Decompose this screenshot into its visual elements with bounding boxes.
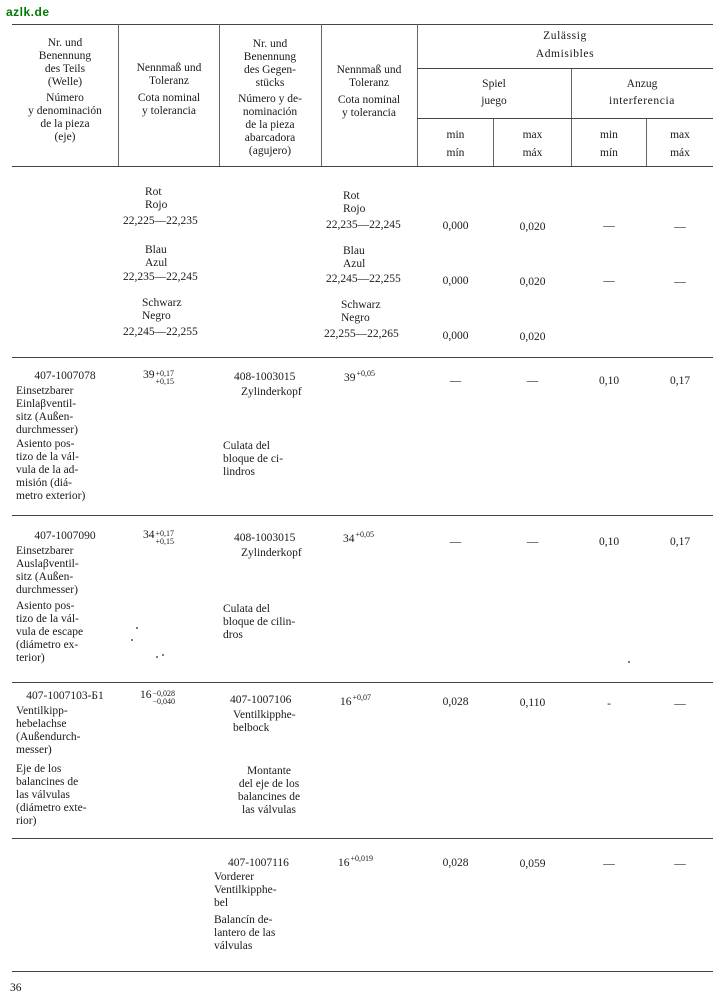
row2-hole-tol: +0,05	[355, 530, 375, 539]
hole-color-red: Rot Rojo	[343, 190, 366, 215]
hole-range-blue: 22,245—22,255	[326, 273, 401, 285]
row3-part-de: Ventilkipp- hebelachse (Außendurch- messer)	[16, 705, 81, 756]
row2-tol-upper: +0,17	[155, 529, 175, 538]
row3-part-es: Eje de los balancines de las válvulas (diámetro exte- rior)	[16, 763, 87, 827]
black-play-min: 0,000	[442, 330, 469, 342]
row1-int-max: 0,17	[669, 375, 691, 387]
header-admissible-de: Zulässig	[543, 30, 587, 42]
header-play-es: juego	[481, 95, 507, 107]
row1-hole-nominal	[344, 370, 375, 385]
row3-hole-nominal-value: 16	[340, 696, 352, 708]
row3-int-max: —	[674, 698, 686, 710]
speck	[131, 639, 133, 641]
page-number: 36	[10, 982, 22, 994]
row2-tolerance	[156, 530, 175, 546]
row3-mate-es: Montante del eje de los balancines de las válvulas	[237, 765, 301, 816]
row1-mate-no: 408-1003015	[234, 371, 296, 383]
row4-hole-nominal	[338, 855, 373, 870]
header-admissible-es: Admisibles	[535, 48, 595, 60]
red-play-max: 0,020	[519, 221, 546, 233]
header-play-min-de: min	[446, 129, 465, 141]
row1-hole-tol: +0,05	[356, 369, 376, 378]
row1-nominal	[143, 369, 174, 386]
row1-int-min: 0,10	[598, 375, 620, 387]
header-sub-rule-1	[417, 68, 713, 69]
shaft-color-blue: Blau Azul	[145, 244, 168, 269]
row-separator-1	[12, 357, 713, 358]
black-play-max: 0,020	[519, 331, 546, 343]
row3-tolerance	[153, 690, 176, 706]
row4-mate-es: Balancín de- lantero de las válvulas	[214, 914, 276, 952]
hole-color-black: Schwarz Negro	[341, 299, 381, 324]
header-int-max-es: máx	[670, 147, 690, 159]
header-hole-nominal-de: Nennmaß und Toleranz	[336, 64, 402, 89]
row3-tol-upper: −0,028	[152, 689, 176, 698]
red-int-max: —	[674, 221, 686, 233]
row3-mate-de: Ventilkipphe- belbock	[233, 709, 296, 734]
header-divider-1	[118, 24, 119, 166]
shaft-range-blue: 22,235—22,245	[123, 271, 198, 283]
row4-play-max: 0,059	[519, 858, 546, 870]
row2-part-es: Asiento pos- tizo de la vál- vula de escape (diámetro ex- terior)	[16, 600, 84, 664]
red-int-min: —	[603, 220, 615, 232]
header-bottom-rule	[12, 166, 713, 167]
blue-play-max: 0,020	[519, 276, 546, 288]
row3-play-max: 0,110	[519, 697, 546, 709]
watermark: azlk.de	[6, 5, 50, 19]
header-play-de: Spiel	[482, 78, 506, 90]
row2-int-min: 0,10	[598, 536, 620, 548]
row4-play-min: 0,028	[442, 857, 469, 869]
row1-mate-es: Culata del bloque de ci- lindros	[223, 440, 284, 478]
row4-mate-de: Vorderer Ventilkipphe- bel	[214, 871, 277, 909]
row3-play-min: 0,028	[442, 696, 469, 708]
header-interference-es: interferencia	[609, 95, 675, 107]
row1-tolerance	[156, 370, 175, 386]
row2-play-max: —	[526, 536, 539, 548]
header-hole-nominal-es: Cota nominal y tolerancia	[337, 94, 401, 119]
row1-tol-lower: +0,15	[155, 377, 175, 386]
header-interference-de: Anzug	[626, 78, 658, 90]
header-mate-de: Nr. und Benennung des Gegen- stücks	[243, 38, 297, 89]
row2-int-max: 0,17	[669, 536, 691, 548]
header-play-min-es: mín	[446, 147, 465, 159]
header-part-de: Nr. und Benennung des Teils (Welle)	[38, 37, 92, 88]
row3-hole-nominal	[340, 694, 371, 709]
row1-nominal-value: 39	[143, 369, 155, 381]
header-part-es: Número y denominación de la pieza (eje)	[28, 92, 102, 143]
header-sub-rule-2	[417, 118, 713, 119]
blue-play-min: 0,000	[442, 275, 469, 287]
speck	[628, 661, 630, 663]
row-separator-3	[12, 682, 713, 683]
row2-mate-de: Zylinderkopf	[241, 547, 302, 559]
row1-part-de: Einsetzbarer Einlaβventil- sitz (Außen- durchmesser)	[16, 385, 78, 436]
row3-tol-lower: −0,040	[152, 697, 176, 706]
row-separator-4	[12, 838, 713, 839]
row2-nominal	[143, 529, 174, 546]
hole-range-red: 22,235—22,245	[326, 219, 401, 231]
row2-part-no: 407-1007090	[34, 530, 96, 542]
header-play-max-de: max	[522, 129, 543, 141]
shaft-color-red: Rot Rojo	[145, 186, 168, 211]
row1-mate-de: Zylinderkopf	[241, 386, 302, 398]
header-int-min-de: min	[600, 129, 618, 141]
row2-tol-lower: +0,15	[155, 537, 175, 546]
row4-mate-no: 407-1007116	[228, 857, 289, 869]
row4-hole-nominal-value: 16	[338, 857, 350, 869]
header-divider-2	[219, 24, 220, 166]
header-int-max-de: max	[670, 129, 690, 141]
row3-int-min: -	[607, 698, 611, 710]
row3-mate-no: 407-1007106	[230, 694, 292, 706]
row3-nominal	[140, 689, 175, 706]
red-play-min: 0,000	[442, 220, 469, 232]
speck	[162, 654, 164, 656]
row1-play-max: —	[526, 375, 539, 387]
row2-hole-nominal	[343, 531, 374, 546]
row1-play-min: —	[449, 375, 462, 387]
header-play-max-es: máx	[522, 147, 543, 159]
hole-color-blue: Blau Azul	[343, 245, 366, 270]
hole-range-black: 22,255—22,265	[324, 328, 399, 340]
row2-mate-es: Culata del bloque de cilin- dros	[223, 603, 296, 641]
row1-hole-nominal-value: 39	[344, 372, 356, 384]
header-mate-es: Número y de- nominación de la pieza abarcadora (agujero)	[238, 93, 302, 157]
row3-nominal-value: 16	[140, 689, 152, 701]
row-separator-2	[12, 515, 713, 516]
row3-hole-tol: +0,07	[352, 693, 372, 702]
row1-part-no: 407-1007078	[34, 370, 96, 382]
blue-int-min: —	[603, 275, 615, 287]
row4-int-max: —	[674, 858, 686, 870]
row2-play-min: —	[449, 536, 462, 548]
header-nominal-es: Cota nominal y tolerancia	[137, 92, 201, 117]
shaft-range-black: 22,245—22,255	[123, 326, 198, 338]
blue-int-max: —	[674, 276, 686, 288]
row2-hole-nominal-value: 34	[343, 533, 355, 545]
speck	[156, 656, 158, 658]
speck	[136, 627, 138, 629]
row2-part-de: Einsetzbarer Auslaβventil- sitz (Außen- durchmesser)	[16, 545, 79, 596]
table-bottom-rule	[12, 971, 713, 972]
shaft-color-black: Schwarz Negro	[142, 297, 182, 322]
row1-part-es: Asiento pos- tizo de la vál- vula de la ad- misión (diá- metro exterior)	[16, 438, 86, 502]
row1-tol-upper: +0,17	[155, 369, 175, 378]
shaft-range-red: 22,225—22,235	[123, 215, 198, 227]
row2-mate-no: 408-1003015	[234, 532, 296, 544]
row3-part-no: 407-1007103-Б1	[26, 690, 104, 702]
header-int-min-es: mín	[600, 147, 618, 159]
row2-nominal-value: 34	[143, 529, 155, 541]
header-nominal-de: Nennmaß und Toleranz	[136, 62, 202, 87]
row4-int-min: —	[603, 858, 615, 870]
row4-hole-tol: +0,019	[350, 854, 374, 863]
